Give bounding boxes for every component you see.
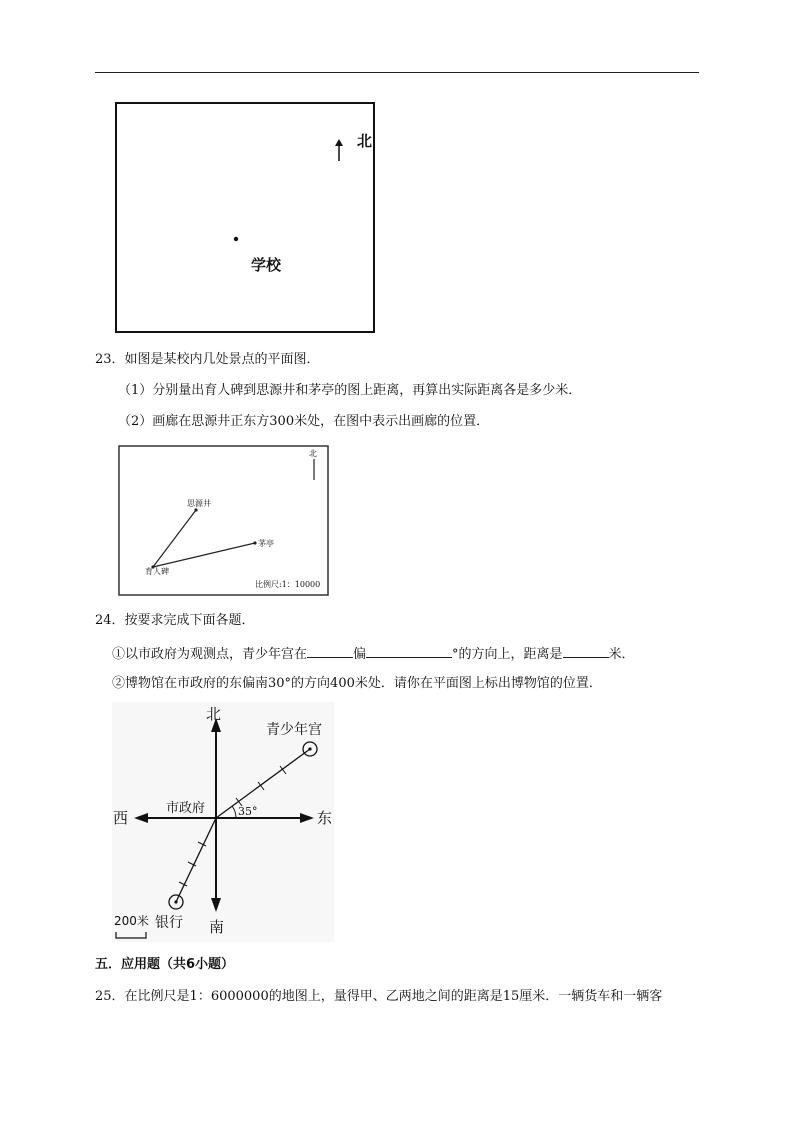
q24-part1-text-a: ①以市政府为观测点，青少年宫在 — [112, 647, 308, 662]
map1-north-label: 北 — [357, 132, 373, 150]
answer-blank-angle[interactable] — [366, 643, 452, 658]
yurenbei-label: 育人碑 — [145, 567, 169, 576]
q24-part1-text-d: 米． — [608, 647, 635, 662]
school-map-figure — [114, 101, 376, 334]
compass-south-label: 南 — [209, 918, 225, 936]
q24-part1-text-b: 偏 — [353, 647, 367, 662]
q23-title: 23．如图是某校内几处景点的平面图． — [95, 352, 320, 367]
siyuanjing-label: 思源井 — [187, 499, 211, 508]
q25-text: 25．在比例尺是1：6000000的地图上，量得甲、乙两地之间的距离是15厘米．一辆货车和一辆客 — [95, 989, 663, 1004]
q24-title: 24．按要求完成下面各题． — [95, 613, 255, 628]
map1-school-label: 学校 — [251, 256, 282, 274]
answer-blank-direction[interactable] — [307, 643, 353, 658]
compass-scale-label: 200米 — [114, 914, 149, 928]
compass-west-label: 西 — [113, 809, 129, 827]
youth-palace-label: 青少年宫 — [266, 722, 322, 738]
bank-label: 银行 — [155, 915, 183, 931]
q23-part1: （1）分别量出育人碑到思源井和茅亭的图上距离，再算出实际距离各是多少米． — [118, 383, 582, 398]
campus-north-label: 北 — [309, 449, 317, 458]
maoting-label: 茅亭 — [258, 539, 274, 548]
section5-title: 五．应用题（共6小题） — [95, 957, 235, 972]
maoting-point — [253, 541, 256, 544]
school-dot — [234, 237, 238, 241]
campus-scale-label: 比例尺:1：10000 — [255, 580, 321, 589]
compass-east-label: 东 — [317, 809, 333, 827]
city-hall-label: 市政府 — [166, 801, 206, 816]
school-map-frame — [116, 103, 374, 332]
q24-part2: ②博物馆在市政府的东偏南30°的方向400米处．请你在平面图上标出博物馆的位置． — [112, 676, 602, 691]
compass-north-label: 北 — [206, 705, 222, 723]
header-rule — [95, 72, 699, 73]
answer-blank-distance[interactable] — [563, 643, 609, 658]
angle-label: 35° — [238, 805, 258, 818]
q24-part1 — [112, 643, 635, 664]
q23-part2: （2）画廊在思源井正东方300米处，在图中表示出画廊的位置． — [118, 414, 490, 429]
q24-part1-text-c: °的方向上，距离是 — [452, 647, 563, 662]
